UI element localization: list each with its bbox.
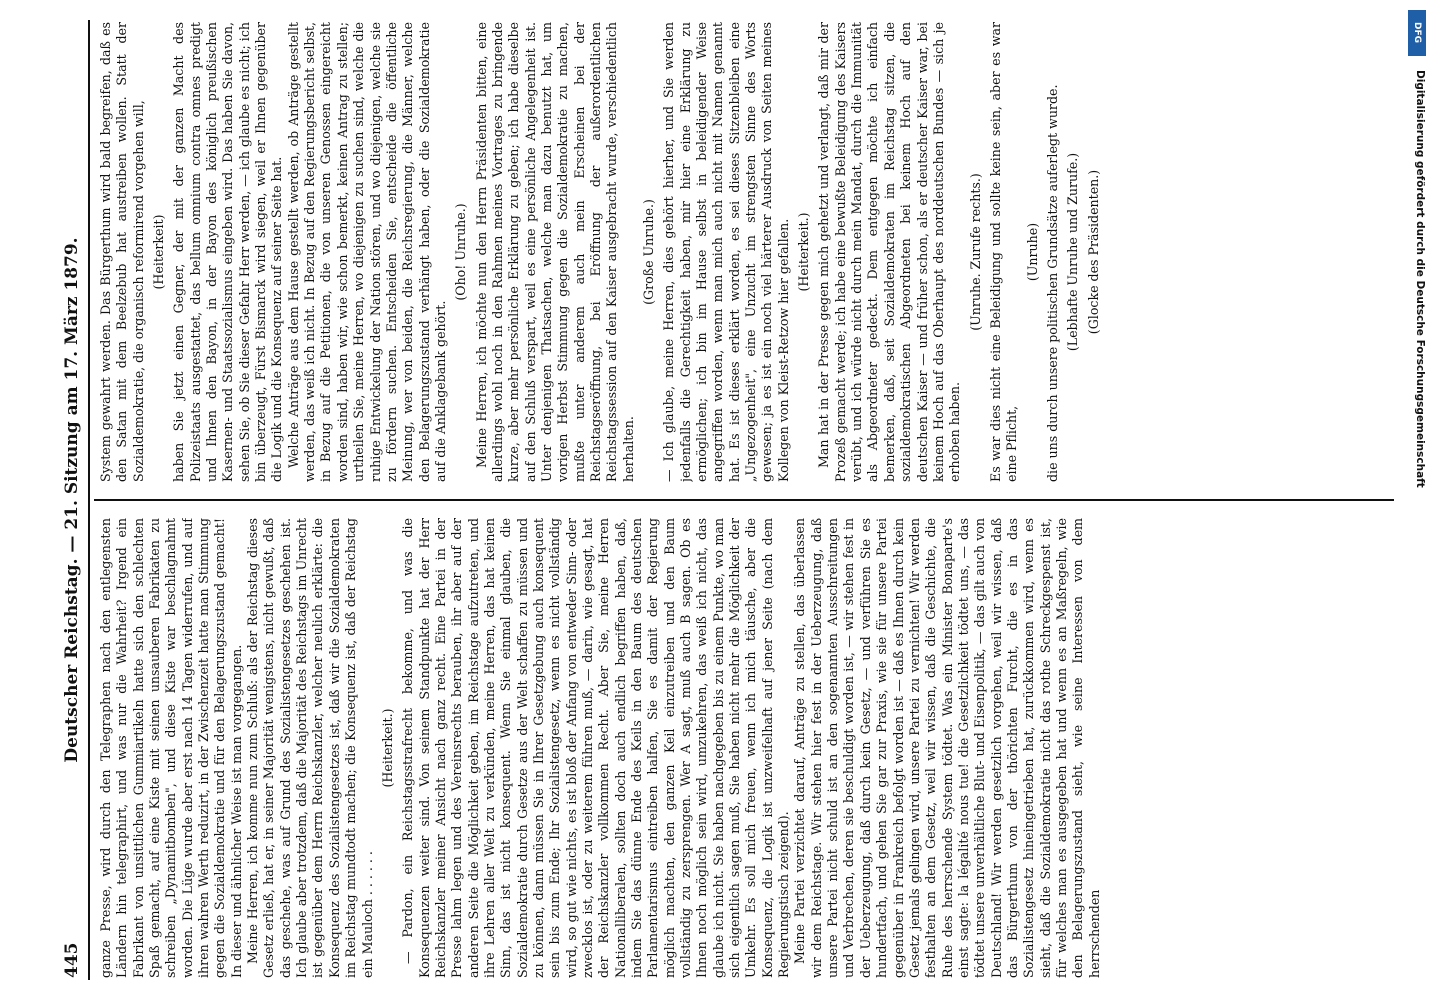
- speech-paragraph: Es war dies nicht eine Beleidigung und sollte keine sein, aber es war eine Pflicht,: [987, 22, 1020, 482]
- speech-paragraph: — Pardon, ein Reichstagsstrafrecht bekomme, und was die Konsequenzen weiter sind. Von seinem Standpunkte hat der Herr Reichskanzler meiner Ansicht nach ganz recht. Eine Partei in der Presse lahm legen und des Vereinsrechts berauben, ihr aber auf der anderen Seite die Möglichkeit geben, im Reichstage aufzutreten, und ihre Lehren aller Welt zu verkünden, meine Herren, das hat keinen Sinn, das ist nicht konsequent. Wenn Sie einmal glauben, die Sozialdemokratie durch Gesetze aus der Welt schaffen zu müssen und zu können, dann müssen Sie in Ihrer Gesetzgebung auch konsequent sein bis zum Ende; Ihr Sozialistengesetz, wenn es nicht vollständig wird, so gut wie nichts, es ist bloß der Anfang von entweder Sinn- oder zwecklos ist, oder zu weiterem führen muß, — darin, wie gesagt, hat der Reichskanzler vollkommen Recht. Aber Sie, meine Herren Nationalliberalen, sollten doch auch endlich begriffen haben, daß, indem Sie das dünne Ende des Keils in den Baum des deutschen Parlamentarismus eintreiben halfen, Sie es damit der Regierung möglich machten, den ganzen Keil einzutreiben und den Baum vollständig zu zersprengen. Wer A sagt, muß auch B sagen. Ob es Ihnen noch möglich sein wird, umzukehren, das weiß ich nicht, das glaube ich nicht. Sie haben nachgegeben bis zu einem Punkte, wo man sich eigentlich sagen muß, Sie haben nicht mehr die Möglichkeit der Umkehr. Es soll mich freuen, wenn ich mich täusche, aber die Konsequenz, die Logik ist unzweifelhaft auf jener Seite (nach dem Regierungstisch zeigend).: [400, 518, 792, 978]
- speech-paragraph: Meine Herren, ich komme nun zum Schluß: als der Reichstag dieses Gesetz erließ, hat er, in seiner Majorität wenigstens, nicht gewußt, daß das geschehe, was auf Grund des Sozialistengesetzes geschehen ist. Ich glaube aber trotzdem, daß die Majorität des Reichstags im Unrecht ist gegenüber dem Herrn Reichskanzler, welcher neulich erklärte: die Konsequenz des Sozialistengesetzes ist, daß wir die Sozialdemokraten im Reichstag mundtodt machen; die Konsequenz ist, daß der Reichstag ein Mauloch . . . . . .: [245, 518, 375, 978]
- dfg-credit-text: Digitalisierung gefördert durch die Deutsche Forschungsgemeinschaft: [1414, 70, 1426, 488]
- speech-paragraph: haben Sie jetzt einen Gegner, der mit der ganzen Macht des Polizeistaats ausgestattet, das bellum omnium contra omnes predigt und Ihnen den Bayon, in der Bayon des königlich preußischen Kasernen- und Staatssozialismus eingeben wird. Das haben Sie davon, sehen Sie, ob Sie dieser Gefahr Herr werden, — ich glaube es nicht; ich bin überzeugt, Fürst Bismarck wird siegen, weil er Ihnen gegenüber die Logik und die Konsequenz auf seiner Seite hat.: [171, 22, 285, 482]
- stage-direction: (Heiterkeit.): [379, 708, 395, 788]
- stage-direction: (Unruhe. Zurufe rechts.): [967, 173, 983, 331]
- right-column: [98, 22, 1388, 482]
- header-rule: [88, 20, 90, 980]
- stage-direction: (Glocke des Präsidenten.): [1085, 169, 1101, 335]
- speech-paragraph: Meine Partei verzichtet darauf, Anträge zu stellen, das überlassen wir dem Reichstage. Wir stehen hier fest in der Ueberzeugung, daß unsere Partei nicht schuld ist an den sogenannten Ausschreitungen und Verbrechen, deren sie beschuldigt worden ist, — wir stehen fest in der Ueberzeugung, daß durch kein Gesetz, — und verführen Sie es hundertfach, und gehen Sie gar zur Praxis, wie sie für unsere Partei gegenüber in Frankreich befolgt worden ist — daß es Ihnen durch kein Gesetz jemals gelingen wird, unsere Partei zu vernichten! Wir werden festhalten an dem Gesetz, weil wir wissen, daß die Geschichte, die Ruhe des herrschende System tödtet. Was ein Minister Bonaparte's einst sagte: la légalité nous tue! die Gesetzlichkeit tödtet uns, — das tödtet unsere unverhältliche Blut- und Eisenpolitik, — das gilt auch von Deutschland! Wir werden gesetzlich vorgehen, weil wir wissen, daß das Bürgerthum von der thörichten Furcht, die es in das Sozialistengesetz hineingetrieben hat, zurückkommen wird, wenn es sieht, daß die Sozialdemokratie nicht das rothe Schreckgespenst ist, für welches man es ausgegeben hat und wenn es an Maßregeln, wie den Belagerungszustand sieht, wie seine Interessen von dem herrschenden: [792, 518, 1102, 978]
- running-title: Deutscher Reichstag. — 21. Sitzung am 17. März 1879.: [62, 237, 82, 763]
- rotated-page: [60, 20, 1410, 980]
- speech-paragraph: Man hat in der Presse gegen mich gehetzt und verlangt, daß mir der Prozeß gemacht werde; ich habe eine bewußte Beleidigung des Kaisers verübt, und ich würde nicht durch mein Mandat, durch die Immunität als Abgeordneter gedeckt. Dem entgegen möchte ich einfach bemerken, daß, seit Sozialdemokraten im Reichstag sitzen, die sozialdemokratischen Abgeordneten bei keinem Hoch auf den deutschen Kaiser — und früher schon, als er deutscher Kaiser war, bei keinem Hoch auf das Oberhaupt des norddeutschen Bundes — sich je erhoben haben.: [816, 22, 963, 482]
- speech-paragraph: Meine Herren, ich möchte nun den Herrn Präsidenten bitten, eine allerdings wohl noch in den Rahmen meines Vortrages zu bringende kurze, aber mehr persönliche Erklärung zu geben; ich habe dieselbe auf den Schluß verspart, weil es eine persönliche Angelegenheit ist. Unter denjenigen Thatsachen, welche man dazu benutzt hat, um vorigen Herbst Stimmung gegen die Sozialdemokratie zu machen, mußte unter anderem auch mein Erscheinen bei der Reichstagseröffnung, bei Eröffnung der außerordentlichen Reichstagssession auf den Kaiser ausgebracht wurde, verschiedentlich herhalten.: [473, 22, 636, 482]
- dfg-logo: DFG: [1408, 10, 1426, 56]
- page-header: [60, 20, 86, 980]
- stage-direction: (Heiterkeit): [151, 214, 167, 290]
- speech-paragraph: die uns durch unsere politischen Grundsätze auferlegt wurde.: [1044, 84, 1060, 482]
- speech-paragraph: Welche Anträge aus dem Hause gestellt werden, ob Anträge gestellt werden, das weiß ich nicht. In Bezug auf den Regierungsbericht selbst, in Bezug auf die Petitionen, die von unseren Genossen eingereicht worden sind, haben wir, wie schon bemerkt, keinen Antrag zu stellen; urtheilen Sie, meine Herren, wo diejenigen zu suchen sind, welche die ruhige Entwickelung der Nation stören, und wo diejenigen, welche sie zu fördern suchen. Entscheiden Sie, entscheide die öffentliche Meinung, wer von beiden, die Reichsregierung, die Männer, welche den Belagerungszustand verhängt haben, oder die Sozialdemokratie auf die Anklagebank gehört.: [285, 22, 448, 482]
- speech-paragraph: — Ich glaube, meine Herren, dies gehört hierher, und Sie werden jedenfalls die Gerechtigkeit haben, mir hier eine Erklärung zu ermöglichen; ich bin im Hause selbst in beleidigender Weise angegriffen worden, wenn man mich auch nicht mit Namen genannt hat. Es ist dieses erklärt worden, es sei dieses Sitzenbleiben eine „Ungezogenheit", eine Unzucht im strengsten Sinne des Worts gewesen; ja es ist ein noch viel härterer Ausdruck von Seiten meines Kollegen von Kleist-Retzow hier gefallen.: [661, 22, 791, 482]
- stage-direction: (Unruhe): [1024, 222, 1040, 282]
- left-column: [98, 518, 1388, 978]
- speech-paragraph: System gewahrt werden. Das Bürgerthum wird bald begreifen, daß es den Satan mit dem Beelzebub hat austreiben wollen. Statt der Sozialdemokratie, die organisch reformirend vorgehen will,: [98, 22, 146, 482]
- column-divider: [94, 499, 1394, 501]
- stage-direction: (Heiterkeit.): [796, 212, 812, 292]
- stage-direction: (Oho! Unruhe.): [453, 203, 469, 301]
- page-number: 445: [62, 942, 82, 978]
- stage-direction: (Große Unruhe.): [641, 199, 656, 305]
- stage-direction: (Lebhafte Unruhe und Zurufe.): [1065, 152, 1081, 352]
- dfg-credit: [1406, 22, 1430, 920]
- speech-paragraph: ganze Presse, wird durch den Telegraphen nach den entlegensten Ländern hin telegraphirt, und was nur die Wahrheit? Irgend ein Fabrikant von unsittlichen Gummiartikeln hatte sich den schlechten Spaß gemacht, auf eine Kiste mit seinen unsauberen Fabrikaten zu schreiben „Dynamitbomben", und diese Kiste war beschlagnahmt worden. Die Lüge wurde aber erst nach 14 Tagen widerrufen, und auf ihren wahren Werth reduzirt, in der Zwischenzeit hatte man Stimmung gegen die Sozialdemokratie und für den Belagerungszustand gemacht! In dieser und ähnlicher Weise ist man vorgegangen.: [98, 518, 244, 978]
